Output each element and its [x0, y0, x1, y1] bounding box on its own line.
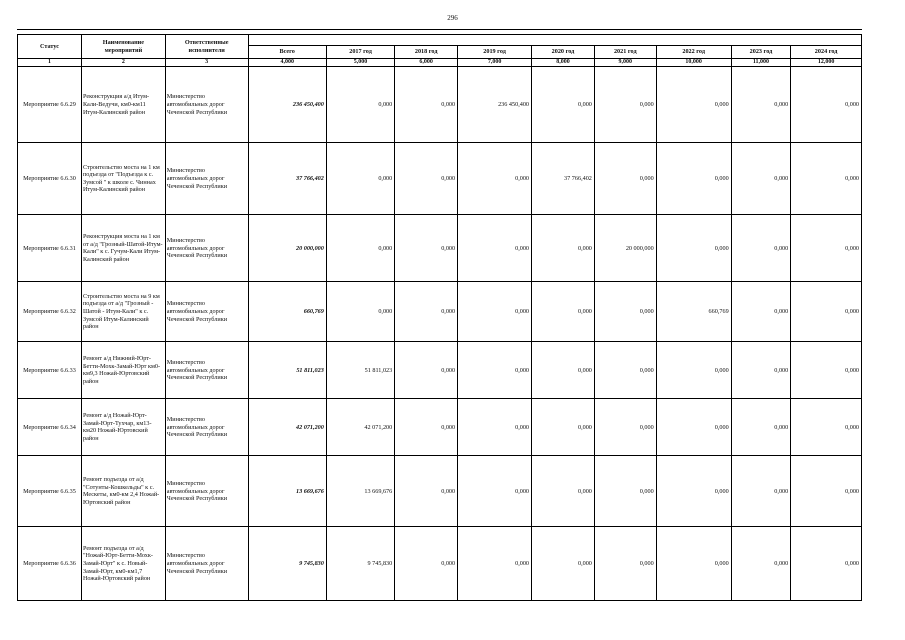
year-value-cell: 0,000	[791, 399, 862, 456]
status-cell: Мероприятие 6.6.36	[18, 527, 82, 601]
total-cell: 20 000,000	[248, 215, 326, 282]
year-value-cell: 0,000	[532, 67, 595, 143]
year-value-cell: 0,000	[532, 282, 595, 342]
year-value-cell: 0,000	[395, 399, 458, 456]
year-value-cell: 0,000	[594, 282, 656, 342]
measure-name-cell: Ремонт подъезда от а/д "Ножай-Юрт-Бетти-Мохк-Замай-Юрт" к с. Новый-Замай-Юрт, км0-км1,7 Ножай-Юртовский район	[81, 527, 165, 601]
year-value-cell: 0,000	[395, 143, 458, 215]
table-row	[18, 456, 862, 527]
year-value-cell: 0,000	[594, 456, 656, 527]
year-value-cell: 0,000	[731, 456, 791, 527]
year-value-cell: 0,000	[656, 143, 731, 215]
header-year: 2023 год	[731, 46, 791, 59]
year-value-cell: 0,000	[731, 215, 791, 282]
measure-name-cell: Реконструкция моста на 1 км от а/д "Грозный-Шатой-Итум-Кали" к с. Гучум-Кали Итум-Калинский район	[81, 215, 165, 282]
year-value-cell: 0,000	[395, 456, 458, 527]
header-year: 2020 год	[532, 46, 595, 59]
executor-cell: Министерство автомобильных дорог Чеченской Республики	[165, 282, 248, 342]
total-cell: 9 745,830	[248, 527, 326, 601]
status-cell: Мероприятие 6.6.34	[18, 399, 82, 456]
year-value-cell: 13 669,676	[326, 456, 394, 527]
year-value-cell: 0,000	[532, 342, 595, 399]
year-value-cell: 0,000	[458, 143, 532, 215]
col-number: 11,000	[731, 59, 791, 67]
year-value-cell: 0,000	[532, 215, 595, 282]
table-row	[18, 342, 862, 399]
measure-name-cell: Реконструкция а/д Итум-Кали-Ведучи, км0-км11 Итум-Калинский район	[81, 67, 165, 143]
year-value-cell: 0,000	[532, 456, 595, 527]
measure-name-cell: Строительство моста на 9 км подъезда от а/д "Грозный - Шатой - Итум-Кали" к с. Зумсой Итум-Калинский район	[81, 282, 165, 342]
year-value-cell: 0,000	[656, 215, 731, 282]
year-value-cell: 0,000	[395, 282, 458, 342]
year-value-cell: 0,000	[791, 215, 862, 282]
total-cell: 660,769	[248, 282, 326, 342]
status-cell: Мероприятие 6.6.33	[18, 342, 82, 399]
col-number: 1	[18, 59, 82, 67]
total-cell: 51 811,023	[248, 342, 326, 399]
year-value-cell: 20 000,000	[594, 215, 656, 282]
year-value-cell: 0,000	[791, 527, 862, 601]
col-number: 8,000	[532, 59, 595, 67]
header-executor: Ответственные исполнители	[165, 35, 248, 59]
year-value-cell: 0,000	[731, 282, 791, 342]
executor-cell: Министерство автомобильных дорог Чеченской Республики	[165, 67, 248, 143]
col-number: 10,000	[656, 59, 731, 67]
year-value-cell: 0,000	[395, 527, 458, 601]
status-cell: Мероприятие 6.6.29	[18, 67, 82, 143]
year-value-cell: 0,000	[458, 456, 532, 527]
header-funding-group	[248, 35, 861, 46]
year-value-cell: 0,000	[731, 342, 791, 399]
year-value-cell: 0,000	[458, 399, 532, 456]
year-value-cell: 0,000	[731, 399, 791, 456]
year-value-cell: 0,000	[731, 143, 791, 215]
status-cell: Мероприятие 6.6.30	[18, 143, 82, 215]
page-number: 296	[447, 14, 458, 22]
total-cell: 42 071,200	[248, 399, 326, 456]
year-value-cell: 0,000	[594, 67, 656, 143]
total-cell: 37 766,402	[248, 143, 326, 215]
header-year: 2022 год	[656, 46, 731, 59]
year-value-cell: 9 745,830	[326, 527, 394, 601]
year-value-cell: 0,000	[326, 67, 394, 143]
col-number: 3	[165, 59, 248, 67]
header-year: 2018 год	[395, 46, 458, 59]
year-value-cell: 0,000	[791, 282, 862, 342]
col-number: 5,000	[326, 59, 394, 67]
measure-name-cell: Ремонт а/д Ножай-Юрт-Замай-Юрт-Тухчар, км13-км20 Ножай-Юртовский район	[81, 399, 165, 456]
col-number: 2	[81, 59, 165, 67]
header-total: Всего	[248, 46, 326, 59]
year-value-cell: 0,000	[458, 527, 532, 601]
executor-cell: Министерство автомобильных дорог Чеченской Республики	[165, 399, 248, 456]
total-cell: 236 450,400	[248, 67, 326, 143]
column-number-row	[18, 59, 862, 67]
table-body	[18, 67, 862, 601]
header-year: 2024 год	[791, 46, 862, 59]
year-value-cell: 0,000	[656, 527, 731, 601]
year-value-cell: 0,000	[791, 67, 862, 143]
year-value-cell: 0,000	[594, 527, 656, 601]
year-value-cell: 0,000	[731, 67, 791, 143]
status-cell: Мероприятие 6.6.32	[18, 282, 82, 342]
year-value-cell: 0,000	[594, 342, 656, 399]
year-value-cell: 0,000	[532, 527, 595, 601]
table-row	[18, 143, 862, 215]
header-year: 2019 год	[458, 46, 532, 59]
year-value-cell: 0,000	[458, 342, 532, 399]
year-value-cell: 0,000	[656, 456, 731, 527]
col-number: 7,000	[458, 59, 532, 67]
measure-name-cell: Ремонт а/д Нижний-Юрт-Бетти-Мохк-Замай-Юрт км0-км9,3 Ножай-Юртовский район	[81, 342, 165, 399]
year-value-cell: 0,000	[395, 67, 458, 143]
executor-cell: Министерство автомобильных дорог Чеченской Республики	[165, 143, 248, 215]
col-number: 12,000	[791, 59, 862, 67]
year-value-cell: 0,000	[594, 399, 656, 456]
year-value-cell: 37 766,402	[532, 143, 595, 215]
year-value-cell: 0,000	[656, 399, 731, 456]
year-value-cell: 0,000	[458, 282, 532, 342]
measures-table	[17, 34, 862, 601]
col-number: 6,000	[395, 59, 458, 67]
measure-name-cell: Строительство моста на 1 км подъезда от "Подъезда к с. Зумсой " к школе с. Чиннах Итум-Калинский район	[81, 143, 165, 215]
year-value-cell: 0,000	[395, 342, 458, 399]
year-value-cell: 0,000	[791, 456, 862, 527]
table-row	[18, 399, 862, 456]
measure-name-cell: Ремонт подъезда от а/д "Сотунты-Кошкельды" к с. Мескеты, км0-км 2,4 Ножай-Юртовский район	[81, 456, 165, 527]
year-value-cell: 0,000	[791, 342, 862, 399]
year-value-cell: 0,000	[326, 143, 394, 215]
year-value-cell: 0,000	[656, 67, 731, 143]
year-value-cell: 0,000	[656, 342, 731, 399]
year-value-cell: 0,000	[326, 282, 394, 342]
top-rule	[17, 29, 862, 30]
executor-cell: Министерство автомобильных дорог Чеченской Республики	[165, 456, 248, 527]
executor-cell: Министерство автомобильных дорог Чеченской Республики	[165, 215, 248, 282]
col-number: 4,000	[248, 59, 326, 67]
header-year: 2021 год	[594, 46, 656, 59]
year-value-cell: 0,000	[532, 399, 595, 456]
year-value-cell: 0,000	[791, 143, 862, 215]
year-value-cell: 0,000	[326, 215, 394, 282]
header-status: Статус	[18, 35, 82, 59]
header-year: 2017 год	[326, 46, 394, 59]
year-value-cell: 0,000	[594, 143, 656, 215]
table-row	[18, 67, 862, 143]
year-value-cell: 0,000	[395, 215, 458, 282]
table-row	[18, 215, 862, 282]
status-cell: Мероприятие 6.6.35	[18, 456, 82, 527]
col-number: 9,000	[594, 59, 656, 67]
executor-cell: Министерство автомобильных дорог Чеченской Республики	[165, 527, 248, 601]
header-name: Наименование мероприятий	[81, 35, 165, 59]
table-row	[18, 527, 862, 601]
executor-cell: Министерство автомобильных дорог Чеченской Республики	[165, 342, 248, 399]
header-row-top	[18, 35, 862, 46]
year-value-cell: 0,000	[458, 215, 532, 282]
year-value-cell: 236 450,400	[458, 67, 532, 143]
year-value-cell: 42 071,200	[326, 399, 394, 456]
year-value-cell: 660,769	[656, 282, 731, 342]
total-cell: 13 669,676	[248, 456, 326, 527]
year-value-cell: 0,000	[731, 527, 791, 601]
year-value-cell: 51 811,023	[326, 342, 394, 399]
table-row	[18, 282, 862, 342]
status-cell: Мероприятие 6.6.31	[18, 215, 82, 282]
